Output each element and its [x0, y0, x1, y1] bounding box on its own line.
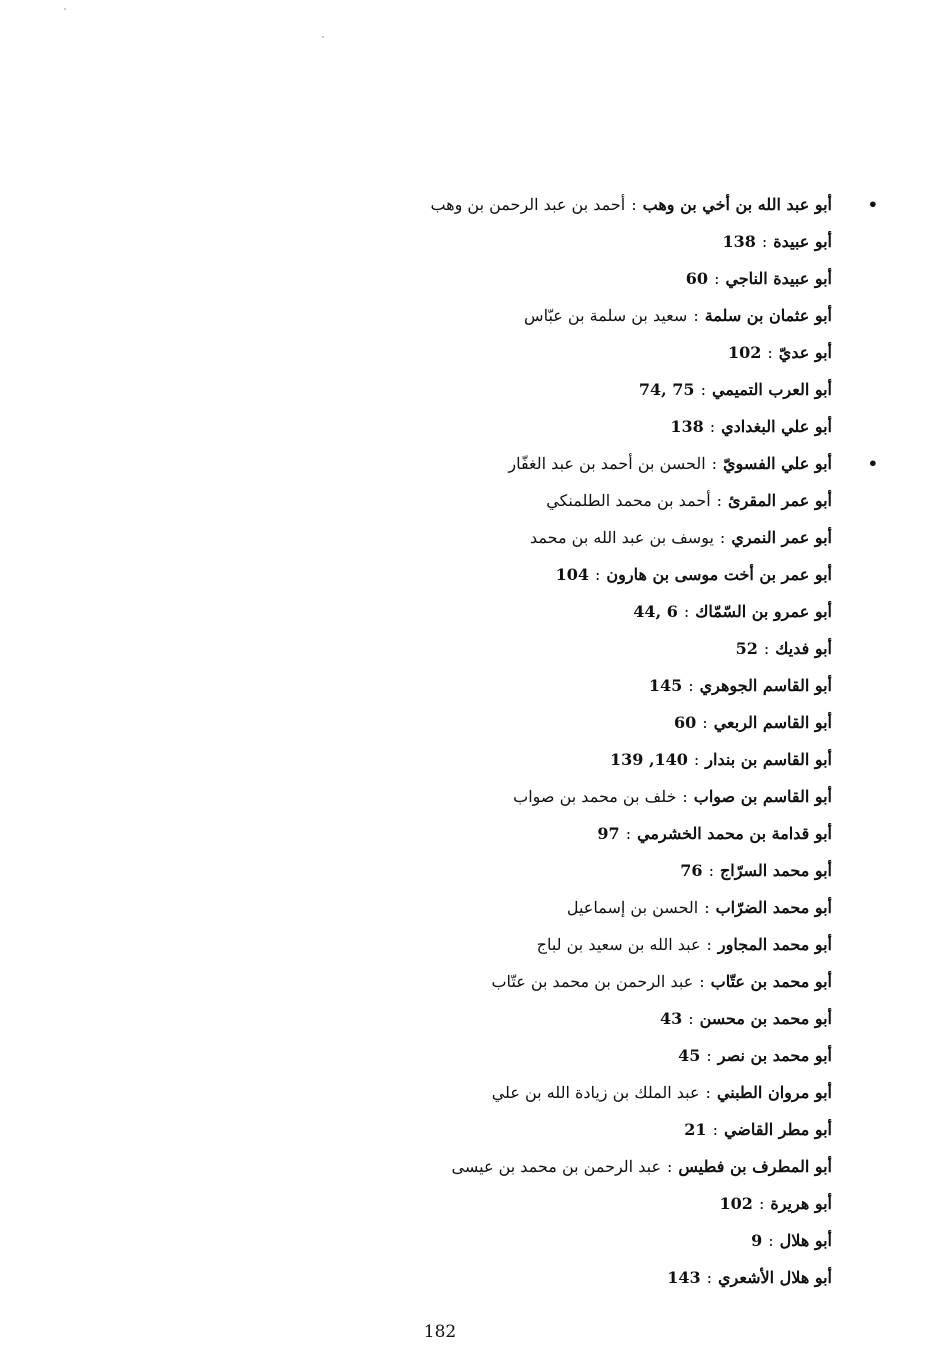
entry-name: أبو مطر القاضي [723, 1120, 832, 1139]
entry-separator: : [683, 602, 690, 621]
index-entry [352, 297, 832, 334]
entry-separator: : [716, 491, 723, 510]
index-entry [352, 1259, 832, 1296]
index-entry [352, 556, 832, 593]
entry-name: أبو محمد الضرّاب [715, 898, 832, 917]
index-entry [352, 963, 832, 1000]
index-entry [352, 408, 832, 445]
index-entry [352, 593, 832, 630]
entry-separator: : [719, 528, 726, 547]
entry-page-refs: 43 [659, 1009, 683, 1028]
entry-name: أبو القاسم بن بندار [705, 750, 832, 769]
entry-separator: : [709, 417, 716, 436]
entry-cross-reference: أحمد بن عبد الرحمن بن وهب [430, 195, 626, 214]
index-entry [352, 741, 832, 778]
entry-page-refs: 138 [670, 417, 704, 436]
index-entry [352, 1185, 832, 1222]
entry-name: أبو فديك [775, 639, 832, 658]
entry-separator: : [688, 1009, 694, 1028]
index-entry [352, 926, 832, 963]
index-entry [352, 1037, 832, 1074]
entry-page-refs: 145 [648, 676, 683, 695]
entry-cross-reference: عبد الرحمن بن محمد بن عيسى [451, 1157, 661, 1176]
entry-name: أبو عثمان بن سلمة [704, 306, 832, 325]
entry-separator: : [706, 1268, 713, 1287]
entry-separator: : [706, 935, 712, 954]
entry-separator: : [688, 676, 694, 695]
entry-separator: : [594, 565, 601, 584]
index-entry-list [352, 186, 878, 1296]
entry-page-refs: 97 [597, 824, 620, 843]
index-entry [352, 778, 832, 815]
index-entry [352, 334, 832, 371]
entry-separator: : [763, 639, 770, 658]
page-number: 182 [423, 1322, 457, 1342]
entry-name: أبو عبيدة [773, 232, 832, 251]
entry-name: أبو عبد الله بن أخي بن وهب [642, 195, 832, 214]
entry-separator: : [625, 824, 632, 843]
index-entry [352, 1111, 832, 1148]
entry-name: أبو العرب التميمي [711, 380, 832, 399]
index-entry [352, 186, 878, 223]
entry-separator: : [666, 1157, 673, 1176]
entry-name: أبو عمر بن أخت موسى بن هارون [606, 565, 832, 584]
entry-cross-reference: خلف بن محمد بن صواب [513, 787, 677, 806]
entry-page-refs: 102 [719, 1194, 753, 1213]
entry-cross-reference: سعيد بن سلمة بن عبّاس [524, 306, 688, 325]
entry-page-refs: 143 [667, 1268, 701, 1287]
index-entry [352, 815, 832, 852]
entry-cross-reference: يوسف بن عبد الله بن محمد [530, 528, 714, 547]
entry-separator: : [631, 195, 637, 214]
entry-name: أبو محمد بن نصر [717, 1046, 832, 1065]
entry-name: أبو علي الفسويّ [723, 454, 832, 473]
entry-name: أبو محمد بن عتّاب [710, 972, 832, 991]
entry-name: أبو قدامة بن محمد الخشرمي [637, 824, 832, 843]
index-entry [352, 482, 832, 519]
entry-name: أبو القاسم الربعي [713, 713, 832, 732]
index-entry [352, 852, 832, 889]
index-entry [352, 260, 832, 297]
entry-name: أبو محمد بن محسن [699, 1009, 832, 1028]
entry-separator: : [702, 713, 708, 732]
entry-separator: : [693, 750, 700, 769]
entry-page-refs: 52 [735, 639, 758, 658]
index-entry [352, 630, 832, 667]
entry-page-refs: 60 [674, 713, 697, 732]
entry-cross-reference: عبد الرحمن بن محمد بن عتّاب [491, 972, 694, 991]
entry-name: أبو عمر النمري [731, 528, 832, 547]
entry-separator: : [682, 787, 688, 806]
entry-cross-reference: عبد الله بن سعيد بن لباج [536, 935, 701, 954]
entry-separator: : [706, 1046, 712, 1065]
index-entry [352, 445, 878, 482]
entry-separator: : [711, 454, 718, 473]
entry-cross-reference: الحسن بن أحمد بن عبد الغفّار [508, 454, 706, 473]
entry-name: أبو هلال الأشعري [718, 1268, 832, 1287]
entry-page-refs: 60 [685, 269, 709, 288]
entry-marker: • [867, 195, 878, 214]
entry-cross-reference: الحسن بن إسماعيل [566, 898, 699, 917]
entry-name: أبو القاسم بن صواب [693, 787, 832, 806]
index-entry [352, 667, 832, 704]
entry-name: أبو هريرة [770, 1194, 832, 1213]
entry-page-refs: 21 [684, 1120, 707, 1139]
scan-speck [64, 8, 66, 10]
entry-marker: • [867, 454, 878, 473]
entry-separator: : [708, 861, 714, 880]
index-entry [352, 223, 832, 260]
entry-separator: : [693, 306, 699, 325]
entry-page-refs: 45 [678, 1046, 701, 1065]
entry-separator: : [705, 1083, 711, 1102]
entry-page-refs: 138 [722, 232, 756, 251]
entry-name: أبو عديّ [778, 343, 832, 362]
entry-separator: : [758, 1194, 765, 1213]
entry-name: أبو عمر المقرئ [728, 491, 832, 510]
entry-name: أبو هلال [779, 1231, 832, 1250]
entry-cross-reference: أحمد بن محمد الطلمنكي [546, 491, 711, 510]
entry-name: أبو محمد السرّاج [719, 861, 832, 880]
index-entry [352, 1148, 832, 1185]
entry-page-refs: 76 [680, 861, 703, 880]
entry-name: أبو مروان الطبني [716, 1083, 832, 1102]
entry-name: أبو علي البغدادي [721, 417, 832, 436]
entry-name: أبو عمرو بن السّمّاك [695, 602, 832, 621]
entry-separator: : [761, 232, 768, 251]
entry-separator: : [700, 380, 706, 399]
index-entry [352, 1074, 832, 1111]
entry-page-refs: 102 [728, 343, 762, 362]
scan-speck [322, 36, 324, 38]
entry-name: أبو عبيدة الناجي [725, 269, 832, 288]
entry-page-refs: 9 [751, 1231, 763, 1250]
entry-separator: : [714, 269, 720, 288]
index-entry [352, 1000, 832, 1037]
entry-page-refs: 139 ,140 [609, 750, 688, 769]
entry-name: أبو المطرف بن فطيس [678, 1157, 832, 1176]
index-entry [352, 889, 832, 926]
entry-separator: : [704, 898, 710, 917]
entry-name: أبو القاسم الجوهري [699, 676, 832, 695]
entry-separator: : [699, 972, 705, 991]
entry-separator: : [768, 1231, 774, 1250]
index-entry [352, 371, 832, 408]
index-entry [352, 704, 832, 741]
entry-page-refs: 44, 6 [633, 602, 678, 621]
entry-separator: : [712, 1120, 718, 1139]
entry-cross-reference: عبد الملك بن زيادة الله بن علي [491, 1083, 700, 1102]
entry-page-refs: 104 [555, 565, 589, 584]
entry-name: أبو محمد المجاور [717, 935, 832, 954]
entry-page-refs: 74, 75 [638, 380, 695, 399]
entry-separator: : [767, 343, 773, 362]
index-entry [352, 519, 832, 556]
index-entry [352, 1222, 832, 1259]
